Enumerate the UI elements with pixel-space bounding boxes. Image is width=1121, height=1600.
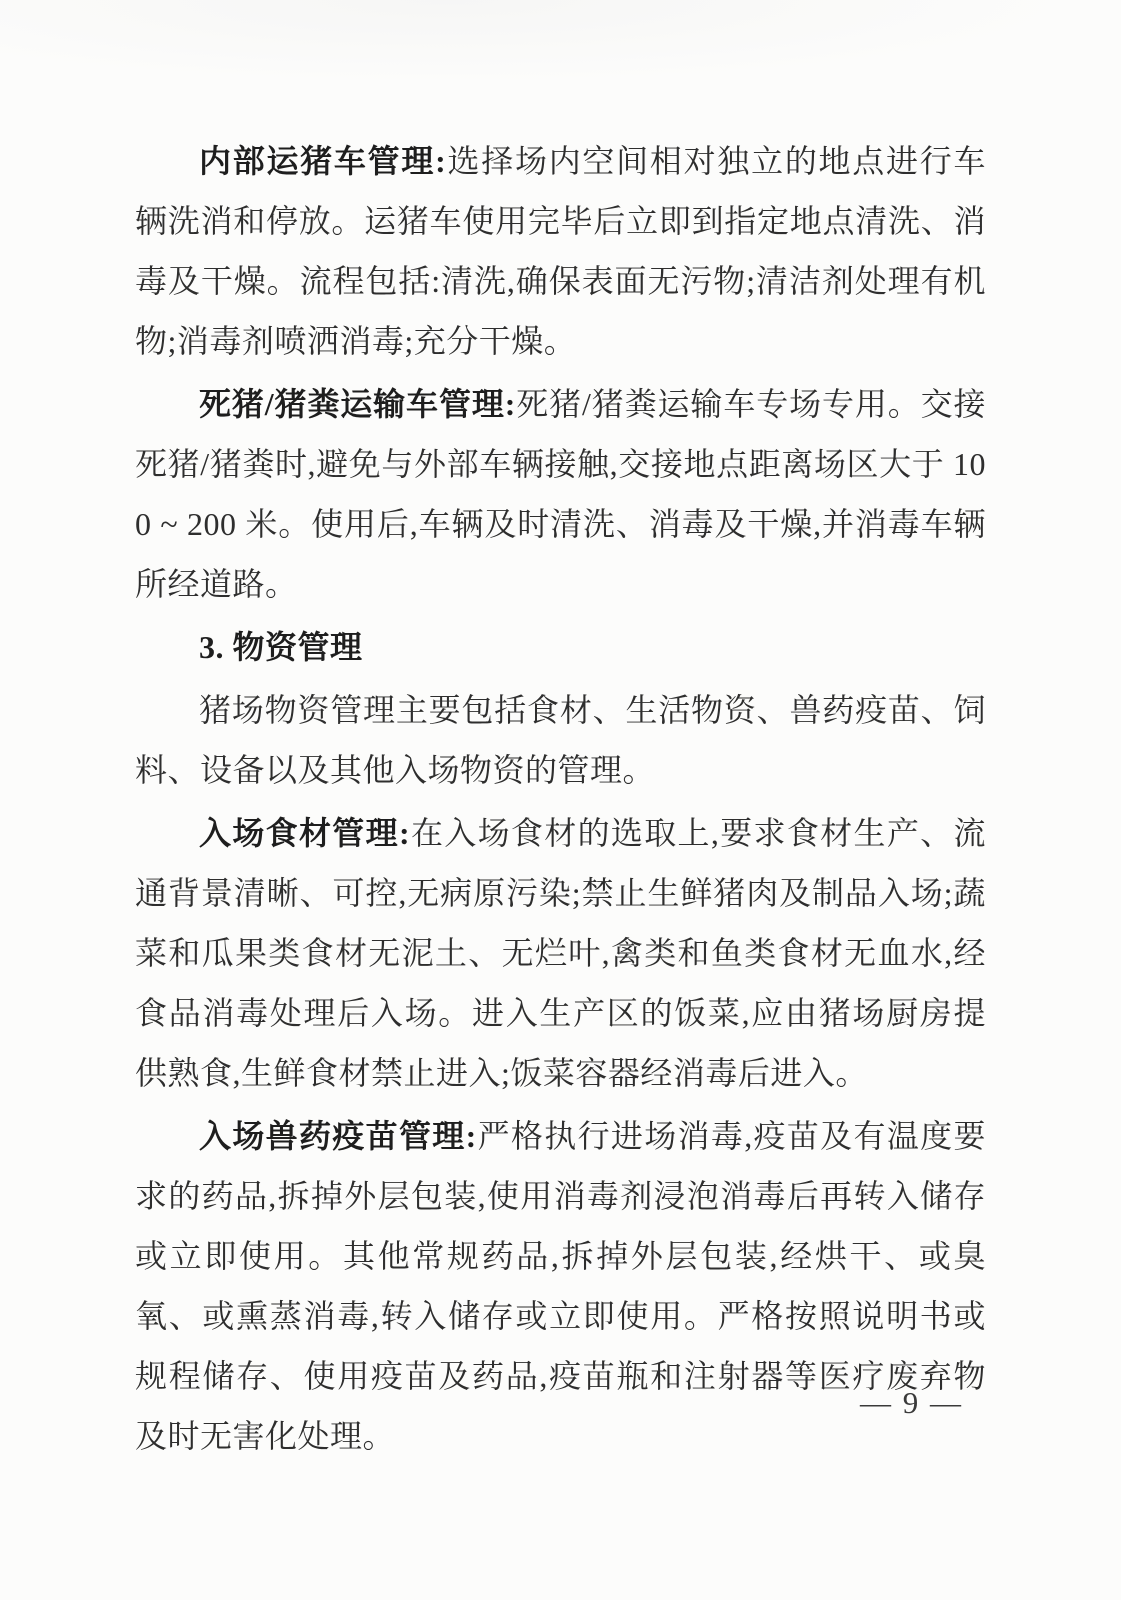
para-internal-pig-vehicle	[135, 131, 986, 371]
heading-materials-management	[135, 617, 986, 677]
para-dead-pig-manure-vehicle-lead: 死猪/猪粪运输车管理:	[199, 386, 516, 422]
para-internal-pig-vehicle-text: 选择场内空间相对独立的地点进行车辆洗消和停放。运猪车使用完毕后立即到指定地点清洗、消毒及干燥。流程包括:清洗,确保表面无污物;清洁剂处理有机物;消毒剂喷洒消毒;充分干燥。	[135, 143, 986, 359]
para-materials-overview-text: 猪场物资管理主要包括食材、生活物资、兽药疫苗、饲料、设备以及其他入场物资的管理。	[135, 692, 986, 788]
para-materials-overview	[135, 680, 986, 800]
para-food-entry-management-lead: 入场食材管理:	[199, 815, 411, 851]
para-dead-pig-manure-vehicle	[135, 374, 986, 614]
para-food-entry-management-text: 在入场食材的选取上,要求食材生产、流通背景清晰、可控,无病原污染;禁止生鲜猪肉及制品入场;蔬菜和瓜果类食材无泥土、无烂叶,禽类和鱼类食材无血水,经食品消毒处理后入场。进入生产区的饭菜,应由猪场厨房提供熟食,生鲜食材禁止进入;饭菜容器经消毒后进入。	[135, 815, 986, 1091]
para-vet-drug-vaccine-management	[135, 1106, 986, 1466]
page-number: — 9 —	[860, 1385, 963, 1420]
para-dead-pig-manure-vehicle-text: 死猪/猪粪运输车专场专用。交接死猪/猪粪时,避免与外部车辆接触,交接地点距离场区大于 100 ~ 200 米。使用后,车辆及时清洗、消毒及干燥,并消毒车辆所经道路。	[135, 386, 986, 602]
document-body	[135, 131, 986, 1469]
para-food-entry-management	[135, 803, 986, 1103]
para-internal-pig-vehicle-lead: 内部运猪车管理:	[199, 143, 447, 179]
heading-materials-management-text: 3. 物资管理	[199, 629, 363, 665]
para-vet-drug-vaccine-management-lead: 入场兽药疫苗管理:	[199, 1118, 477, 1154]
para-vet-drug-vaccine-management-text: 严格执行进场消毒,疫苗及有温度要求的药品,拆掉外层包装,使用消毒剂浸泡消毒后再转入储存或立即使用。其他常规药品,拆掉外层包装,经烘干、或臭氧、或熏蒸消毒,转入储存或立即使用。严格按照说明书或规程储存、使用疫苗及药品,疫苗瓶和注射器等医疗废弃物及时无害化处理。	[135, 1118, 986, 1454]
